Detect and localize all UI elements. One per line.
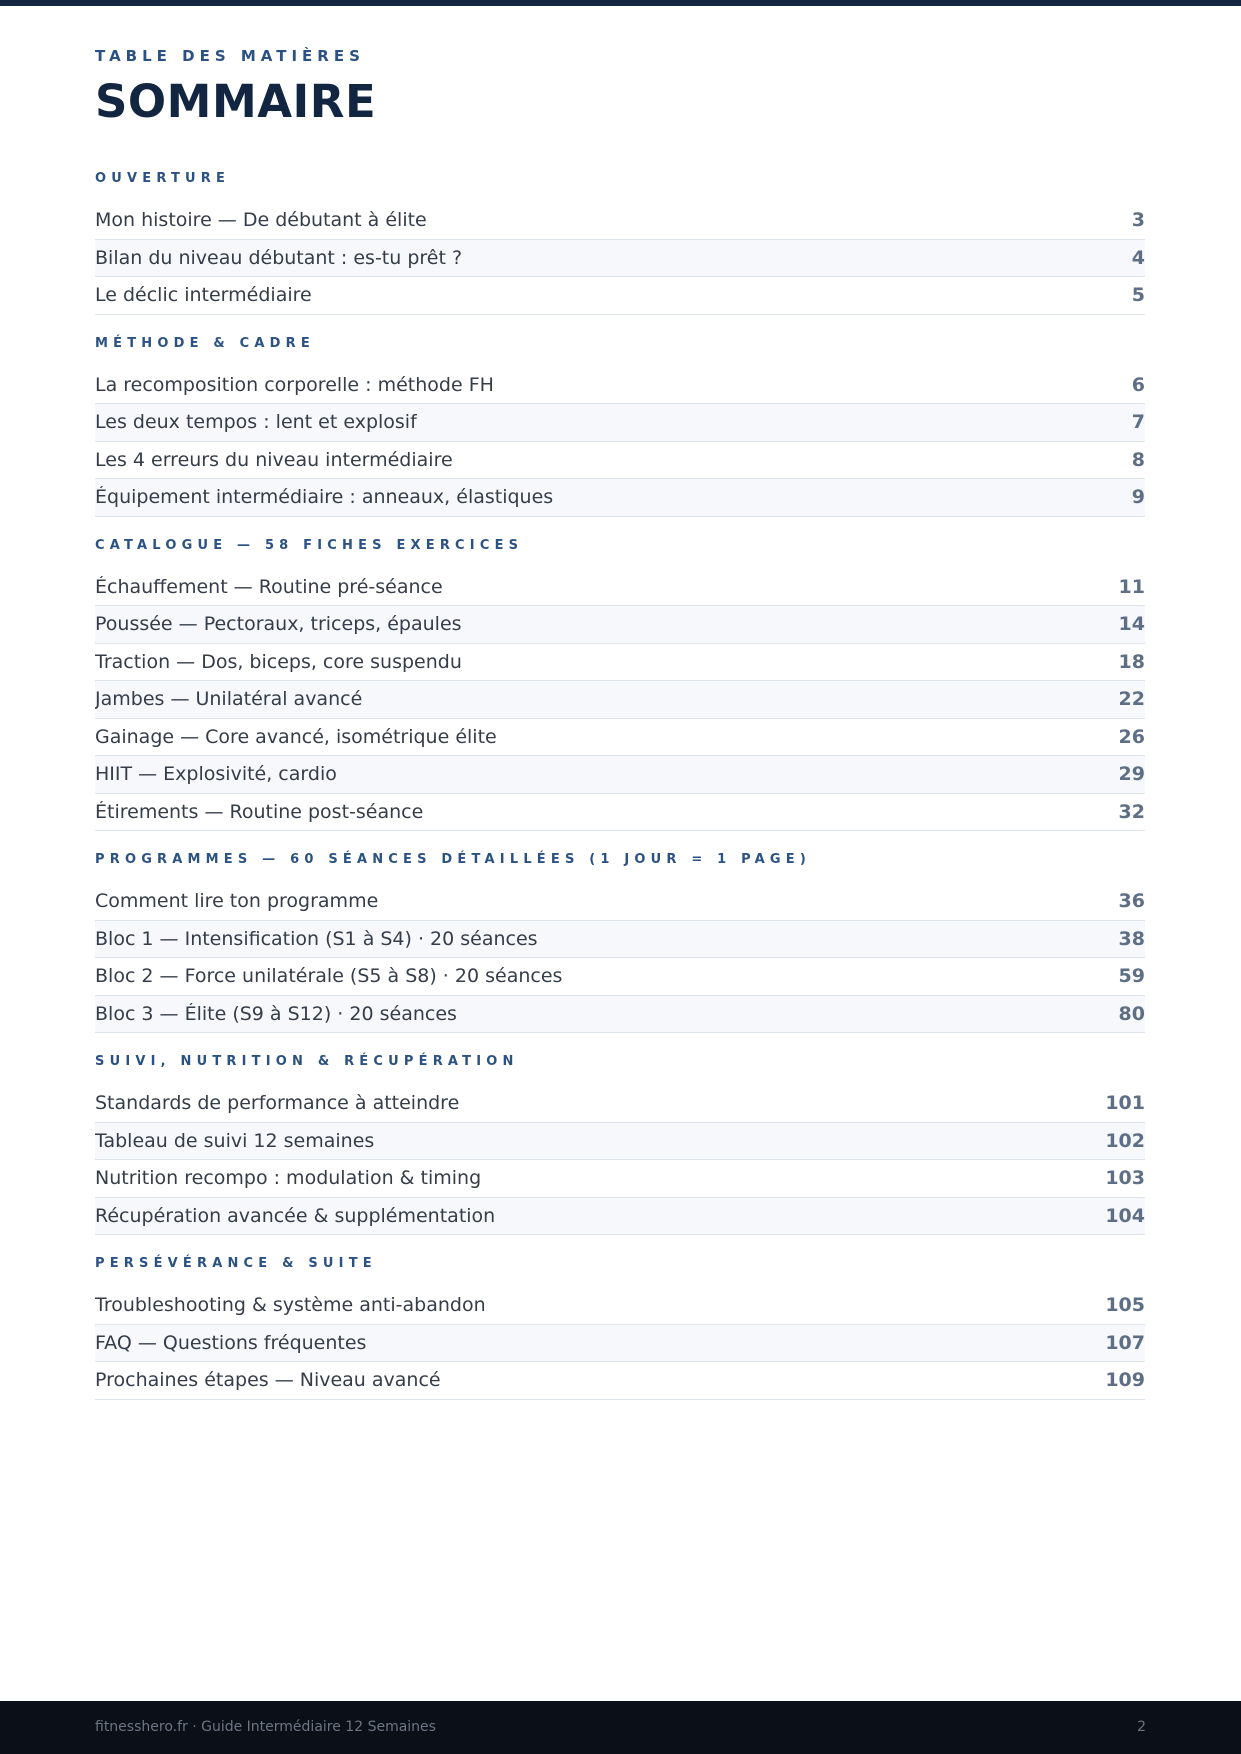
toc-entry-page: 103 xyxy=(1105,1167,1145,1190)
toc-entry[interactable] xyxy=(95,719,1145,757)
section-entries xyxy=(95,883,1145,1033)
toc-entry-label: Bloc 3 — Élite (S9 à S12) · 20 séances xyxy=(95,1002,457,1025)
section-title: MÉTHODE & CADRE xyxy=(95,335,315,351)
toc-entry-label: Traction — Dos, biceps, core suspendu xyxy=(95,650,462,673)
toc-entry-label: Nutrition recompo : modulation & timing xyxy=(95,1167,482,1190)
toc-entry[interactable] xyxy=(95,921,1145,959)
toc-entry-page: 26 xyxy=(1118,725,1145,748)
toc-entry-page: 107 xyxy=(1105,1331,1145,1354)
toc-entry[interactable] xyxy=(95,883,1145,921)
toc-entry-label: Jambes — Unilatéral avancé xyxy=(95,688,363,711)
toc-entry-page: 101 xyxy=(1105,1092,1145,1115)
toc-entry-page: 29 xyxy=(1118,763,1145,786)
toc-entry[interactable] xyxy=(95,794,1145,832)
toc-entry-page: 104 xyxy=(1105,1204,1145,1227)
toc-entry-label: Le déclic intermédiaire xyxy=(95,284,312,307)
toc-entry-page: 14 xyxy=(1118,613,1145,636)
footer-page-number: 2 xyxy=(1137,1719,1146,1735)
section-title: OUVERTURE xyxy=(95,171,231,186)
footer-text: fitnesshero.fr · Guide Intermédiaire 12 Semaines xyxy=(95,1719,436,1735)
toc-entry-label: Comment lire ton programme xyxy=(95,890,379,913)
toc-entry-page: 36 xyxy=(1118,890,1145,913)
toc-entry[interactable] xyxy=(95,996,1145,1034)
toc-entry-page: 5 xyxy=(1131,284,1145,307)
toc-entry-label: Troubleshooting & système anti-abandon xyxy=(95,1294,486,1317)
toc-entry[interactable] xyxy=(95,404,1145,442)
toc-entry-page: 11 xyxy=(1118,575,1145,598)
toc-entry-page: 18 xyxy=(1118,650,1145,673)
toc-entry[interactable] xyxy=(95,479,1145,517)
toc-entry-page: 32 xyxy=(1118,800,1145,823)
toc-entry[interactable] xyxy=(95,277,1145,315)
toc-entry[interactable] xyxy=(95,202,1145,240)
toc-entry[interactable] xyxy=(95,958,1145,996)
toc-entry[interactable] xyxy=(95,681,1145,719)
toc-entry[interactable] xyxy=(95,756,1145,794)
toc-entry-page: 102 xyxy=(1105,1129,1145,1152)
toc-entry-page: 109 xyxy=(1105,1369,1145,1392)
section-title: CATALOGUE — 58 FICHES EXERCICES xyxy=(95,537,524,553)
toc-entry-label: Prochaines étapes — Niveau avancé xyxy=(95,1369,441,1392)
page-header xyxy=(95,46,1145,128)
toc-entry-page: 6 xyxy=(1131,373,1145,396)
toc-entry[interactable] xyxy=(95,606,1145,644)
toc-entry-label: Poussée — Pectoraux, triceps, épaules xyxy=(95,613,462,636)
section-entries xyxy=(95,569,1145,832)
page-footer xyxy=(0,1701,1241,1754)
toc-entry[interactable] xyxy=(95,1198,1145,1236)
toc-entry[interactable] xyxy=(95,442,1145,480)
toc-entry[interactable] xyxy=(95,1325,1145,1363)
toc-entry-page: 3 xyxy=(1131,209,1145,232)
toc-entry-page: 59 xyxy=(1118,965,1145,988)
toc-entry[interactable] xyxy=(95,1085,1145,1123)
section-entries xyxy=(95,1287,1145,1400)
toc-entry-label: Récupération avancée & supplémentation xyxy=(95,1204,496,1227)
toc-entry-page: 4 xyxy=(1131,246,1145,269)
toc-entry-page: 22 xyxy=(1118,688,1145,711)
toc-entry-label: Mon histoire — De débutant à élite xyxy=(95,209,427,232)
toc-entry-label: La recomposition corporelle : méthode FH xyxy=(95,373,494,396)
toc-entry[interactable] xyxy=(95,1362,1145,1400)
toc-entry-page: 80 xyxy=(1118,1002,1145,1025)
section-title: PERSÉVÉRANCE & SUITE xyxy=(95,1256,377,1271)
toc-entry[interactable] xyxy=(95,569,1145,607)
section-entries xyxy=(95,367,1145,517)
toc-entry[interactable] xyxy=(95,644,1145,682)
page-eyebrow: TABLE DES MATIÈRES xyxy=(95,47,365,65)
toc-entry-page: 7 xyxy=(1131,411,1145,434)
section-entries xyxy=(95,202,1145,315)
toc-entry-page: 8 xyxy=(1131,448,1145,471)
section-title: PROGRAMMES — 60 SÉANCES DÉTAILLÉES (1 JOUR = 1 PAGE) xyxy=(95,852,812,867)
toc-entry-label: Bilan du niveau débutant : es-tu prêt ? xyxy=(95,246,463,269)
toc-entry-label: Bloc 1 — Intensification (S1 à S4) · 20 séances xyxy=(95,927,538,950)
section-entries xyxy=(95,1085,1145,1235)
toc-entry-label: Bloc 2 — Force unilatérale (S5 à S8) · 20 séances xyxy=(95,965,563,988)
toc-entry[interactable] xyxy=(95,1160,1145,1198)
toc-entry-label: Étirements — Routine post-séance xyxy=(95,800,424,823)
section-title: SUIVI, NUTRITION & RÉCUPÉRATION xyxy=(95,1054,519,1069)
toc-entry-label: Échauffement — Routine pré-séance xyxy=(95,575,443,598)
toc-entry-page: 105 xyxy=(1105,1294,1145,1317)
toc-entry[interactable] xyxy=(95,1287,1145,1325)
toc-entry-label: FAQ — Questions fréquentes xyxy=(95,1331,367,1354)
toc-entry[interactable] xyxy=(95,367,1145,405)
toc-entry-label: Les 4 erreurs du niveau intermédiaire xyxy=(95,448,453,471)
toc-entry[interactable] xyxy=(95,1123,1145,1161)
toc-entry-label: Tableau de suivi 12 semaines xyxy=(95,1129,375,1152)
toc-entry-label: Équipement intermédiaire : anneaux, élastiques xyxy=(95,486,554,509)
top-accent-bar xyxy=(0,0,1241,6)
toc-entry-page: 38 xyxy=(1118,927,1145,950)
toc-entry[interactable] xyxy=(95,240,1145,278)
toc-entry-label: Gainage — Core avancé, isométrique élite xyxy=(95,725,497,748)
toc-entry-label: Les deux tempos : lent et explosif xyxy=(95,411,417,434)
toc-entry-label: Standards de performance à atteindre xyxy=(95,1092,460,1115)
table-of-contents xyxy=(95,165,1145,1415)
toc-entry-page: 9 xyxy=(1131,486,1145,509)
page-title: SOMMAIRE xyxy=(95,75,377,128)
toc-entry-label: HIIT — Explosivité, cardio xyxy=(95,763,337,786)
